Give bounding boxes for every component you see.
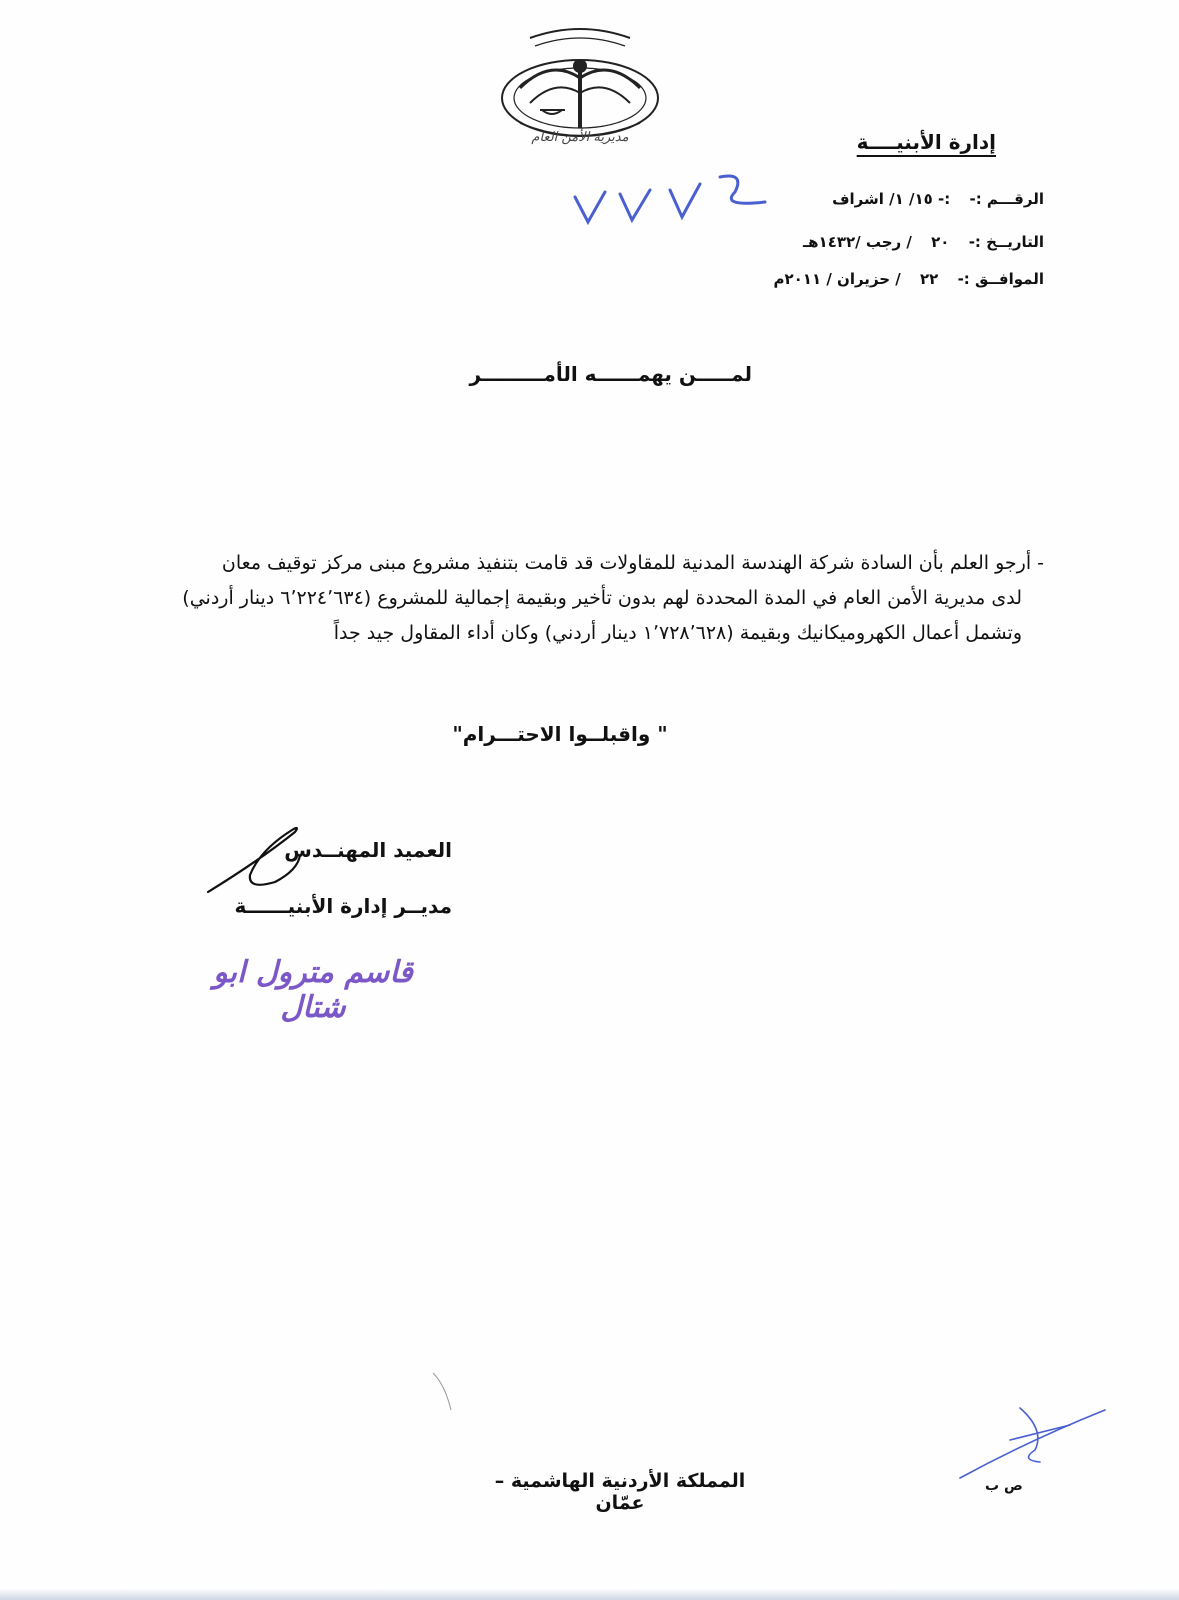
- footer-location: المملكة الأردنية الهاشمية – عمّان: [494, 1470, 746, 1514]
- reference-number-value: :- ١٥/ ١/ اشراف: [832, 190, 951, 208]
- hijri-date-day: ٢٠: [931, 233, 950, 251]
- pen-mark: [950, 1400, 1110, 1490]
- signatory-role: مديــر إدارة الأبنيــــــة: [234, 894, 452, 918]
- hijri-date-value: / رجب /١٤٣٢هـ: [803, 233, 912, 251]
- department-header: إدارة الأبنيــــة: [856, 130, 996, 154]
- gregorian-date-row: [773, 270, 1044, 288]
- handwritten-reference-number: [570, 172, 770, 232]
- signatory-title: العميد المهنــدس: [284, 838, 452, 862]
- letter-body: [134, 546, 1044, 651]
- reference-number-label: الرقـــم :-: [969, 190, 1044, 208]
- emblem-caption: مديرية الأمن العام: [531, 130, 629, 145]
- ink-speck: [425, 1365, 465, 1415]
- hijri-date-row: [803, 233, 1044, 251]
- hijri-date-label: التاريــخ :-: [968, 233, 1044, 251]
- gregorian-date-value: / حزيران / ٢٠١١م: [773, 270, 901, 288]
- body-line-2: لدى مديرية الأمن العام في المدة المحددة لهم بدون تأخير وبقيمة إجمالية للمشروع (٦٬٢٢٤٬٦٣٤ دينار أردني): [182, 587, 1022, 609]
- scan-bottom-edge: [0, 1588, 1179, 1600]
- signatory-name-stamp: قاسم مترول ابو شتال: [213, 955, 413, 1025]
- gregorian-date-label: الموافــق :-: [957, 270, 1044, 288]
- letter-subject: لمـــــن يهمــــــه الأمـــــــــر: [469, 362, 752, 386]
- reference-number-row: [832, 190, 1044, 208]
- closing-salutation: " واقبلــوا الاحتـــرام": [452, 722, 668, 746]
- gregorian-date-day: ٢٢: [920, 270, 939, 288]
- body-line-1: - أرجو العلم بأن السادة شركة الهندسة المدنية للمقاولات قد قامت بتنفيذ مشروع مبنى مركز توقيف معان: [221, 552, 1044, 574]
- footer-pobox: ص ب: [985, 1478, 1023, 1494]
- body-line-3: وتشمل أعمال الكهروميكانيك وبقيمة (١٬٧٢٨٬٦٢٨ دينار أردني) وكان أداء المقاول جيد جداً: [333, 622, 1022, 644]
